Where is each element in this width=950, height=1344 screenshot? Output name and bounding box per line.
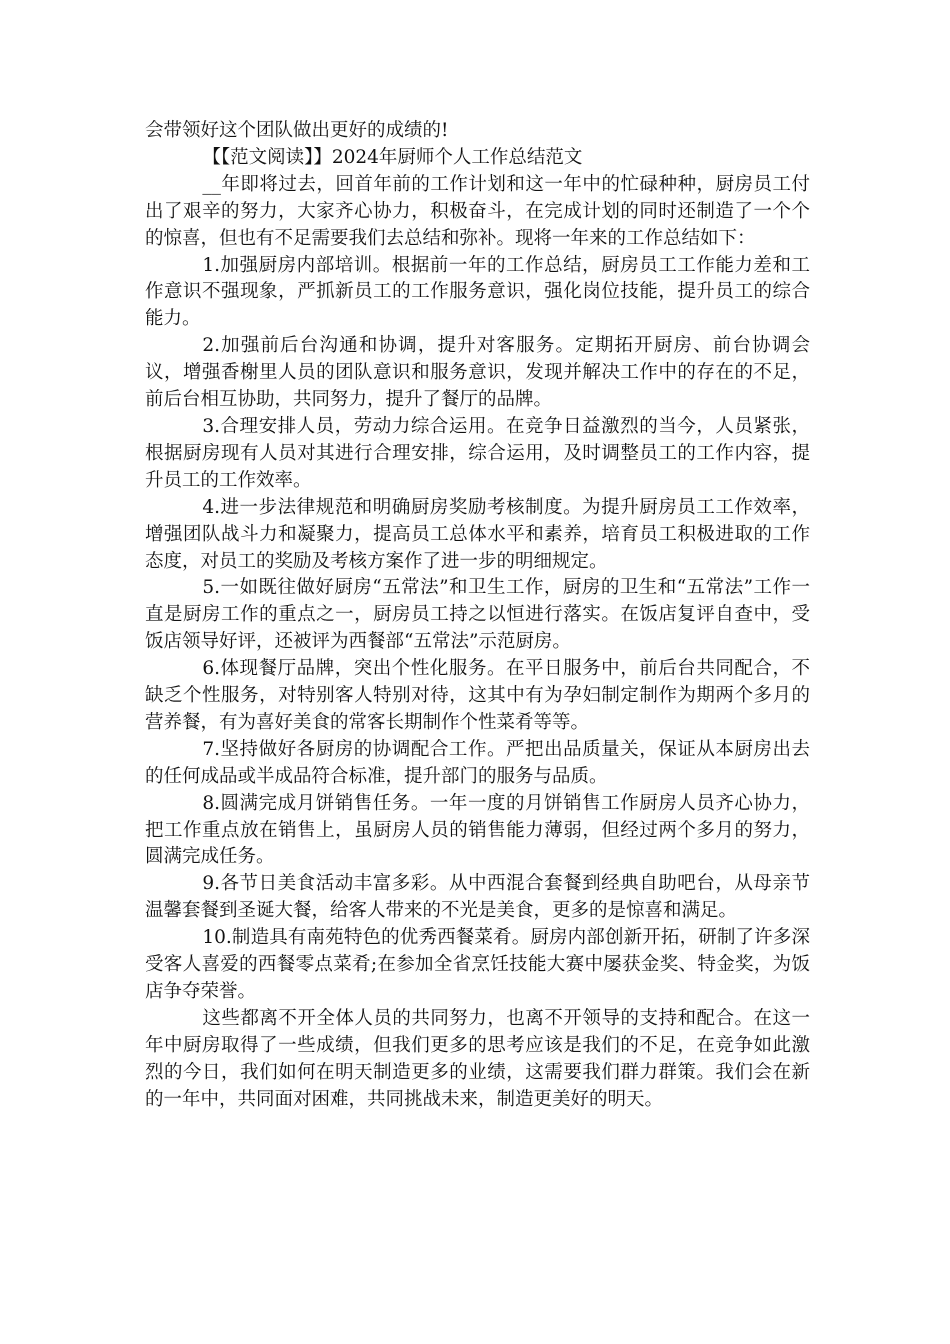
intro-paragraph: __年即将过去，回首年前的工作计划和这一年中的忙碌种种，厨房员工付出了艰辛的努力，大家齐心协力，积极奋斗，在完成计划的同时还制造了一个个的惊喜，但也有不足需要我们去总结和弥补。现将一年来的工作总结如下：	[145, 173, 810, 249]
item-8-paragraph: 8.圆满完成月饼销售任务。一年一度的月饼销售工作厨房人员齐心协力，把工作重点放在销售上，虽厨房人员的销售能力薄弱，但经过两个多月的努力，圆满完成任务。	[145, 792, 810, 868]
item-2-paragraph: 2.加强前后台沟通和协调，提升对客服务。定期拓开厨房、前台协调会议，增强香榭里人员的团队意识和服务意识，发现并解决工作中的存在的不足，前后台相互协助，共同努力，提升了餐厅的品牌。	[145, 335, 810, 411]
closing-line-previous: 会带领好这个团队做出更好的成绩的!	[145, 120, 449, 141]
item-10-paragraph: 10.制造具有南苑特色的优秀西餐菜肴。厨房内部创新开拓，研制了许多深受客人喜爱的西餐零点菜肴;在参加全省烹饪技能大赛中屡获金奖、特金奖，为饭店争夺荣誉。	[145, 927, 810, 1002]
document-body	[145, 118, 810, 1114]
article-title: 【【范文阅读】】2024年厨师个人工作总结范文	[202, 146, 583, 168]
item-4-paragraph: 4.进一步法律规范和明确厨房奖励考核制度。为提升厨房员工工作效率，增强团队战斗力和凝聚力，提高员工总体水平和素养，培育员工积极进取的工作态度，对员工的奖励及考核方案作了进一步的明细规定。	[145, 496, 810, 572]
conclusion-paragraph: 这些都离不开全体人员的共同努力，也离不开领导的支持和配合。在这一年中厨房取得了一些成绩，但我们更多的思考应该是我们的不足，在竞争如此激烈的今日，我们如何在明天制造更多的业绩，这需要我们群力群策。我们会在新的一年中，共同面对困难，共同挑战未来，制造更美好的明天。	[145, 1007, 810, 1110]
item-9-paragraph: 9.各节日美食活动丰富多彩。从中西混合套餐到经典自助吧台，从母亲节温馨套餐到圣诞大餐，给客人带来的不光是美食，更多的是惊喜和满足。	[145, 873, 810, 922]
item-5-paragraph: 5.一如既往做好厨房“五常法”和卫生工作，厨房的卫生和“五常法”工作一直是厨房工作的重点之一，厨房员工持之以恒进行落实。在饭店复评自查中，受饭店领导好评，还被评为西餐部“五常法”示范厨房。	[145, 577, 810, 653]
item-7-paragraph: 7.坚持做好各厨房的协调配合工作。严把出品质量关，保证从本厨房出去的任何成品或半成品符合标准，提升部门的服务与品质。	[145, 738, 810, 787]
item-6-paragraph: 6.体现餐厅品牌，突出个性化服务。在平日服务中，前后台共同配合，不缺乏个性服务，对特别客人特别对待，这其中有为孕妇制定制作为期两个多月的营养餐，有为喜好美食的常客长期制作个性菜肴等等。	[145, 658, 810, 733]
item-1-paragraph: 1.加强厨房内部培训。根据前一年的工作总结，厨房员工工作能力差和工作意识不强现象，严抓新员工的工作服务意识，强化岗位技能，提升员工的综合能力。	[145, 254, 810, 330]
item-3-paragraph: 3.合理安排人员，劳动力综合运用。在竞争日益激烈的当今，人员紧张，根据厨房现有人员对其进行合理安排，综合运用，及时调整员工的工作内容，提升员工的工作效率。	[145, 415, 810, 491]
